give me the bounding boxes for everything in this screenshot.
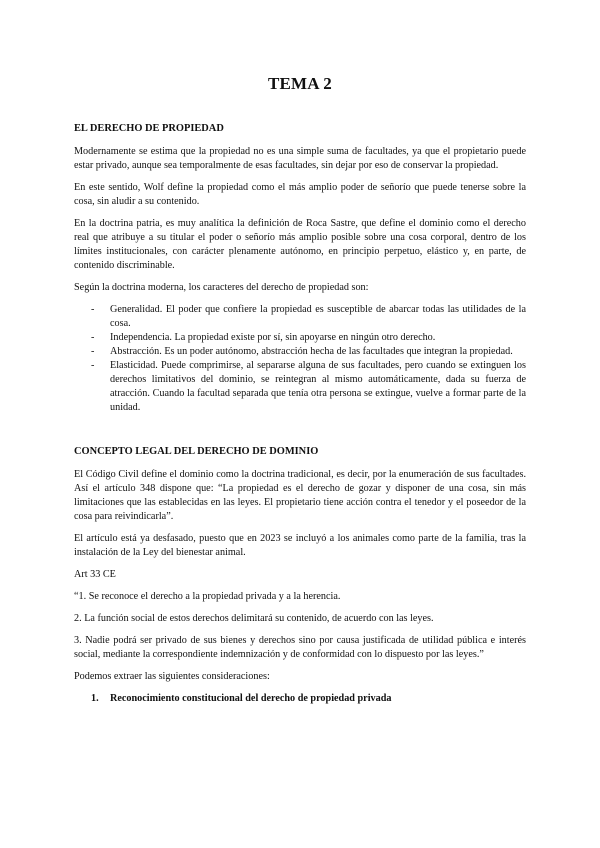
list-item-text: Independencia. La propiedad existe por sí, sin apoyarse en ningún otro derecho. — [110, 332, 436, 343]
list-item — [74, 345, 526, 359]
paragraph: El artículo está ya desfasado, puesto que en 2023 se incluyó a los animales como parte de la familia, tras la instalación de la Ley del bienestar animal. — [74, 533, 526, 558]
paragraph: En este sentido, Wolf define la propiedad como el más amplio poder de señorío que puede tenerse sobre la cosa, sin aludir a su contenido. — [74, 182, 526, 207]
paragraph: 3. Nadie podrá ser privado de sus bienes y derechos sino por causa justificada de utilidad pública e interés social, mediante la correspondiente indemnización y de conformidad con lo dispuesto por las leyes.” — [74, 635, 526, 660]
section-spacer — [74, 423, 526, 445]
numbered-list-item — [74, 692, 526, 706]
paragraph: Modernamente se estima que la propiedad no es una simple suma de facultades, ya que el propietario puede estar privado, aunque sea temporalmente de esas facultades, sin dejar por eso de conservar la propiedad. — [74, 146, 526, 171]
paragraph: Podemos extraer las siguientes consideraciones: — [74, 671, 270, 682]
list-item — [74, 303, 526, 331]
paragraph: Según la doctrina moderna, los caracteres del derecho de propiedad son: — [74, 282, 369, 293]
consideraciones-list — [74, 692, 526, 706]
paragraph: “1. Se reconoce el derecho a la propiedad privada y a la herencia. — [74, 591, 341, 602]
paragraph: En la doctrina patria, es muy analítica la definición de Roca Sastre, que define el dominio como el derecho real que atribuye a su titular el poder o señorío más amplio posible sobre una cosa corporal, dentro de los límites institucionales, con carácter plenamente autónomo, en principio perpetuo, elástico y, en parte, de contenido discriminable. — [74, 218, 526, 271]
list-item-text: Abstracción. Es un poder autónomo, abstracción hecha de las facultades que integran la propiedad. — [110, 346, 513, 357]
paragraph: Art 33 CE — [74, 569, 116, 580]
paragraph: 2. La función social de estos derechos delimitará su contenido, de acuerdo con las leyes. — [74, 613, 434, 624]
list-item-text: Elasticidad. Puede comprimirse, al separarse alguna de sus facultades, pero cuando se extinguen los derechos limitativos del dominio, se reintegran al mismo automáticamente, dada su fuerza de atracción. Cuando la facultad separada que tenía otra persona se extingue, vuelve a formar parte de la unidad. — [110, 360, 526, 413]
list-item-text: Generalidad. El poder que confiere la propiedad es susceptible de abarcar todas las utilidades de la cosa. — [110, 304, 526, 329]
document-body — [74, 122, 526, 706]
list-marker: - — [91, 304, 95, 315]
list-number: 1. — [91, 693, 99, 704]
list-marker: - — [91, 360, 95, 371]
paragraph: El Código Civil define el dominio como la doctrina tradicional, es decir, por la enumeración de sus facultades. Así el artículo 348 dispone que: “La propiedad es el derecho de gozar y disponer de una cosa, sin más limitaciones que las establecidas en las leyes. El propietario tiene acción contra el tenedor y el poseedor de la cosa para reivindicarla”. — [74, 469, 526, 522]
list-item — [74, 359, 526, 415]
caracteres-list — [74, 303, 526, 415]
list-marker: - — [91, 332, 95, 343]
section-heading-derecho-propiedad: EL DERECHO DE PROPIEDAD — [74, 123, 224, 134]
numbered-list-item-text: Reconocimiento constitucional del derecho de propiedad privada — [110, 693, 392, 704]
list-item — [74, 331, 526, 345]
list-marker: - — [91, 346, 95, 357]
document-title: TEMA 2 — [267, 74, 332, 93]
section-heading-concepto-legal: CONCEPTO LEGAL DEL DERECHO DE DOMINIO — [74, 446, 319, 457]
